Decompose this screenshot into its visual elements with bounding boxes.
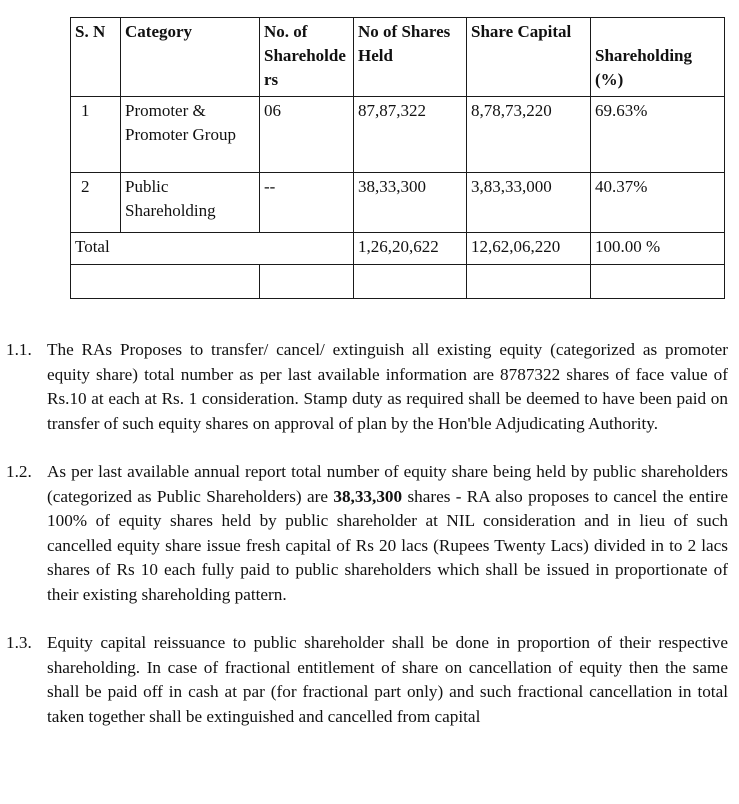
- total-capital: 12,62,06,220: [467, 233, 591, 265]
- cell-category: Promoter & Promoter Group: [121, 97, 260, 173]
- paragraph-number: 1.2.: [6, 462, 32, 481]
- header-pct: Shareholding (%): [591, 18, 725, 97]
- empty-cell: [260, 265, 354, 299]
- header-category: Category: [121, 18, 260, 97]
- cell-pct: 40.37%: [591, 173, 725, 233]
- cell-shares: 87,87,322: [354, 97, 467, 173]
- paragraph-text-after: shares - RA also proposes to cancel the entire 100% of equity shares held by public shareholder at NIL consideration and in lieu of such cancelled equity share issue fresh capital of Rs 20 lacs (Rupees Twenty Lacs) divided in to 2 lacs shares of Rs 10 each fully paid to public shareholders which shall be issued in proportionate of their existing shareholding pattern.: [47, 486, 728, 604]
- header-shares: No of Shares Held: [354, 18, 467, 97]
- paragraph-number: 1.1.: [6, 340, 32, 359]
- cell-holders: --: [260, 173, 354, 233]
- shareholding-table: [70, 17, 725, 299]
- paragraph-text-bold: 38,33,300: [333, 486, 403, 506]
- empty-cell: [591, 265, 725, 299]
- header-holders: No. of Shareholders: [260, 18, 354, 97]
- cell-shares: 38,33,300: [354, 173, 467, 233]
- table-total-row: [71, 233, 725, 265]
- paragraph-1-3: [0, 631, 728, 729]
- header-capital: Share Capital: [467, 18, 591, 97]
- table-empty-row: [71, 265, 725, 299]
- header-sn: S. N: [71, 18, 121, 97]
- empty-cell: [354, 265, 467, 299]
- cell-holders: 06: [260, 97, 354, 173]
- cell-sn: 1: [71, 97, 121, 173]
- table-row: [71, 97, 725, 173]
- paragraph-1-2: [0, 460, 728, 607]
- empty-cell: [467, 265, 591, 299]
- paragraph-1-1: [0, 338, 728, 436]
- total-shares: 1,26,20,622: [354, 233, 467, 265]
- paragraph-text: The RAs Proposes to transfer/ cancel/ extinguish all existing equity (categorized as promoter equity share) total number as per last available information are 8787322 shares of face value of Rs.10 at each at Rs. 1 consideration. Stamp duty as required shall be deemed to have been paid on transfer of such equity shares on approval of plan by the Hon'ble Adjudicating Authority.: [47, 340, 728, 433]
- cell-category: Public Shareholding: [121, 173, 260, 233]
- cell-capital: 8,78,73,220: [467, 97, 591, 173]
- table-header-row: [71, 18, 725, 97]
- table-row: [71, 173, 725, 233]
- paragraph-number: 1.3.: [6, 633, 32, 652]
- total-label: Total: [71, 233, 354, 265]
- total-pct: 100.00 %: [591, 233, 725, 265]
- paragraph-text: [47, 460, 728, 607]
- cell-sn: 2: [71, 173, 121, 233]
- cell-pct: 69.63%: [591, 97, 725, 173]
- empty-cell: [71, 265, 260, 299]
- cell-capital: 3,83,33,000: [467, 173, 591, 233]
- paragraph-text-before: As per last available annual report total number of equity share being held by public shareholders (categorized as Public Shareholders) are: [47, 462, 728, 506]
- paragraph-list: [0, 338, 739, 753]
- paragraph-text: Equity capital reissuance to public shareholder shall be done in proportion of their respective shareholding. In case of fractional entitlement of share on cancellation of equity then the same shall be paid off in cash at par (for fractional part only) and such fractional cancellation in total taken together shall be extinguished and cancelled from capital: [47, 633, 728, 726]
